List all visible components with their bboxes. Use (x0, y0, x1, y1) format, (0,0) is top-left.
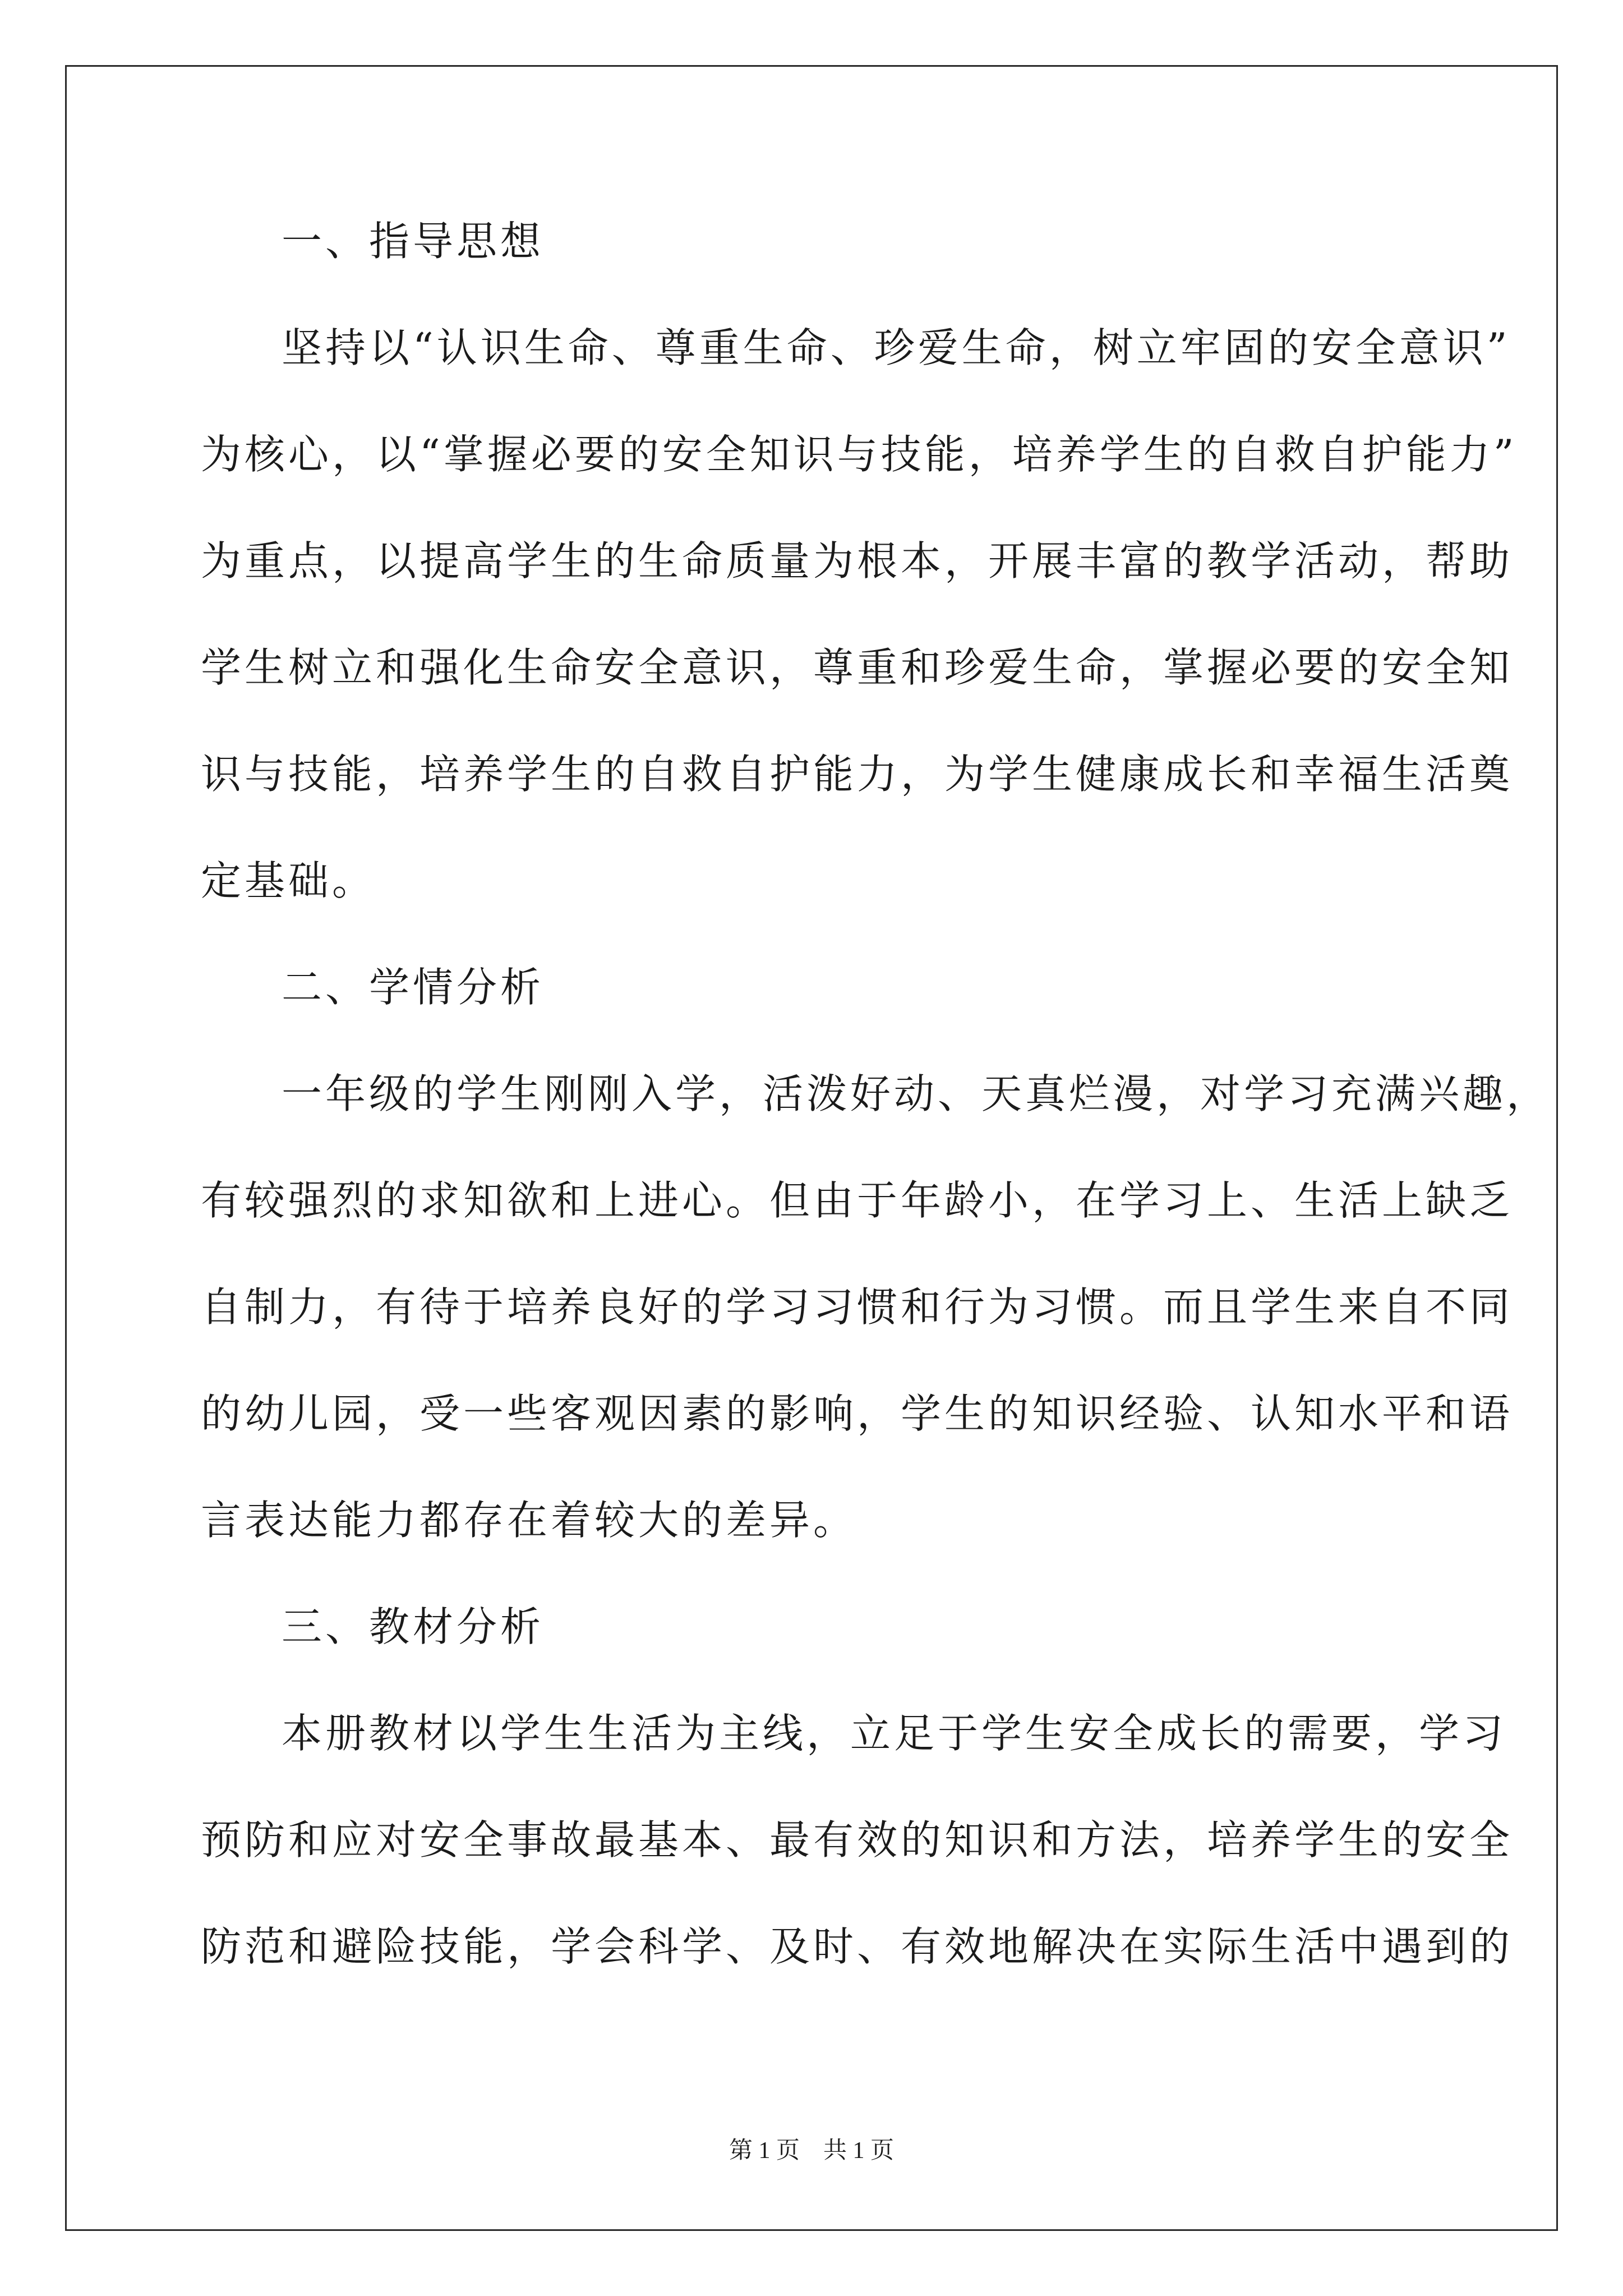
paragraph-line: 自制力，有待于培养良好的学习习惯和行为习惯。而且学生来自不同 (201, 1283, 1514, 1331)
paragraph-line: 言表达能力都存在着较大的差异。 (201, 1497, 857, 1544)
paragraph-line: 为核心，以“掌握必要的安全知识与技能，培养学生的自救自护能力” (201, 431, 1518, 478)
paragraph-line: 学生树立和强化生命安全意识，尊重和珍爱生命，掌握必要的安全知 (201, 644, 1514, 691)
section-heading: 三、教材分析 (282, 1603, 545, 1650)
page-border (65, 65, 1558, 2231)
paragraph-line: 的幼儿园，受一些客观因素的影响，学生的知识经验、认知水平和语 (201, 1390, 1514, 1437)
paragraph-line: 识与技能，培养学生的自救自护能力，为学生健康成长和幸福生活奠 (201, 751, 1514, 798)
section-heading: 一、指导思想 (282, 218, 545, 265)
paragraph-line: 定基础。 (201, 857, 376, 904)
paragraph-line: 一年级的学生刚刚入学，活泼好动、天真烂漫，对学习充满兴趣， (282, 1070, 1551, 1117)
paragraph-line: 防范和避险技能，学会科学、及时、有效地解决在实际生活中遇到的 (201, 1923, 1514, 1970)
section-heading: 二、学情分析 (282, 964, 545, 1011)
paragraph-line: 坚持以“认识生命、尊重生命、珍爱生命，树立牢固的安全意识” (282, 324, 1511, 371)
paragraph-line: 本册教材以学生生活为主线，立足于学生安全成长的需要，学习 (282, 1710, 1507, 1757)
page-number-footer: 第 1 页 共 1 页 (728, 2138, 894, 2164)
paragraph-line: 为重点，以提高学生的生命质量为根本，开展丰富的教学活动，帮助 (201, 537, 1514, 585)
paragraph-line: 预防和应对安全事故最基本、最有效的知识和方法，培养学生的安全 (201, 1816, 1514, 1864)
paragraph-line: 有较强烈的求知欲和上进心。但由于年龄小，在学习上、生活上缺乏 (201, 1177, 1514, 1224)
